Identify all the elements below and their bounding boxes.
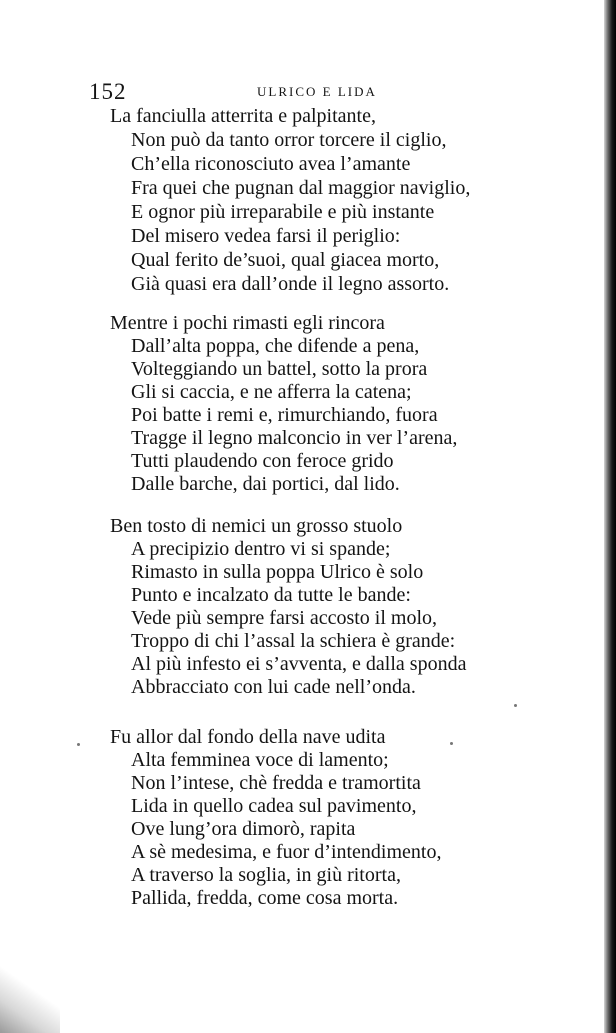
running-head: ULRICO E LIDA — [257, 84, 377, 99]
verse-line: Punto e incalzato da tutte le bande: — [131, 584, 411, 606]
verse-line: Qual ferito de’suoi, qual giacea morto, — [131, 249, 440, 271]
verse-line: A sè medesima, e fuor d’intendimento, — [131, 841, 442, 863]
verse-line: Tutti plaudendo con feroce grido — [131, 450, 394, 472]
verse-line: Gli si caccia, e ne afferra la catena; — [131, 381, 412, 403]
page-number: 152 — [89, 79, 127, 104]
verse-line: Pallida, fredda, come cosa morta. — [131, 887, 399, 909]
verse-line: Dalle barche, dai portici, dal lido. — [131, 473, 400, 495]
verse-line: Mentre i pochi rimasti egli rincora — [110, 312, 385, 334]
verse-line: Al più infesto ei s’avventa, e dalla sponda — [131, 653, 467, 675]
verse-line: Ove lung’ora dimorò, rapita — [131, 818, 356, 840]
scan-shadow-corner — [0, 963, 60, 1033]
verse-line: Poi batte i remi e, rimurchiando, fuora — [131, 404, 438, 426]
verse-line: Ben tosto di nemici un grosso stuolo — [110, 515, 403, 537]
verse-line: Lida in quello cadea sul pavimento, — [131, 795, 417, 817]
verse-line: Vede più sempre farsi accosto il molo, — [131, 607, 438, 629]
paper-speck — [514, 704, 517, 707]
verse-line: Del misero vedea farsi il periglio: — [131, 225, 401, 247]
verse-line: Alta femminea voce di lamento; — [131, 749, 389, 771]
verse-line: Già quasi era dall’onde il legno assorto. — [131, 273, 450, 295]
paper-speck — [450, 742, 453, 745]
verse-line: Fu allor dal fondo della nave udita — [110, 726, 386, 748]
verse-line: Rimasto in sulla poppa Ulrico è solo — [131, 561, 424, 583]
verse-line: Non l’intese, chè fredda e tramortita — [131, 772, 421, 794]
scan-edge-shadow — [604, 0, 616, 1033]
verse-line: Troppo di chi l’assal la schiera è grande: — [131, 630, 456, 652]
verse-line: E ognor più irreparabile e più instante — [131, 201, 435, 223]
verse-line: Non può da tanto orror torcere il ciglio, — [131, 129, 447, 151]
verse-line: Tragge il legno malconcio in ver l’arena, — [131, 427, 458, 449]
page-header — [0, 79, 616, 105]
verse-line: Ch’ella riconosciuto avea l’amante — [131, 153, 411, 175]
verse-line: Fra quei che pugnan dal maggior naviglio, — [131, 177, 471, 199]
verse-line: A traverso la soglia, in giù ritorta, — [131, 864, 401, 886]
verse-line: A precipizio dentro vi si spande; — [131, 538, 391, 560]
verse-line: La fanciulla atterrita e palpitante, — [110, 105, 376, 127]
paper-speck — [77, 743, 80, 746]
verse-line: Dall’alta poppa, che difende a pena, — [131, 335, 420, 357]
verse-line: Volteggiando un battel, sotto la prora — [131, 358, 428, 380]
verse-line: Abbracciato con lui cade nell’onda. — [131, 676, 416, 698]
